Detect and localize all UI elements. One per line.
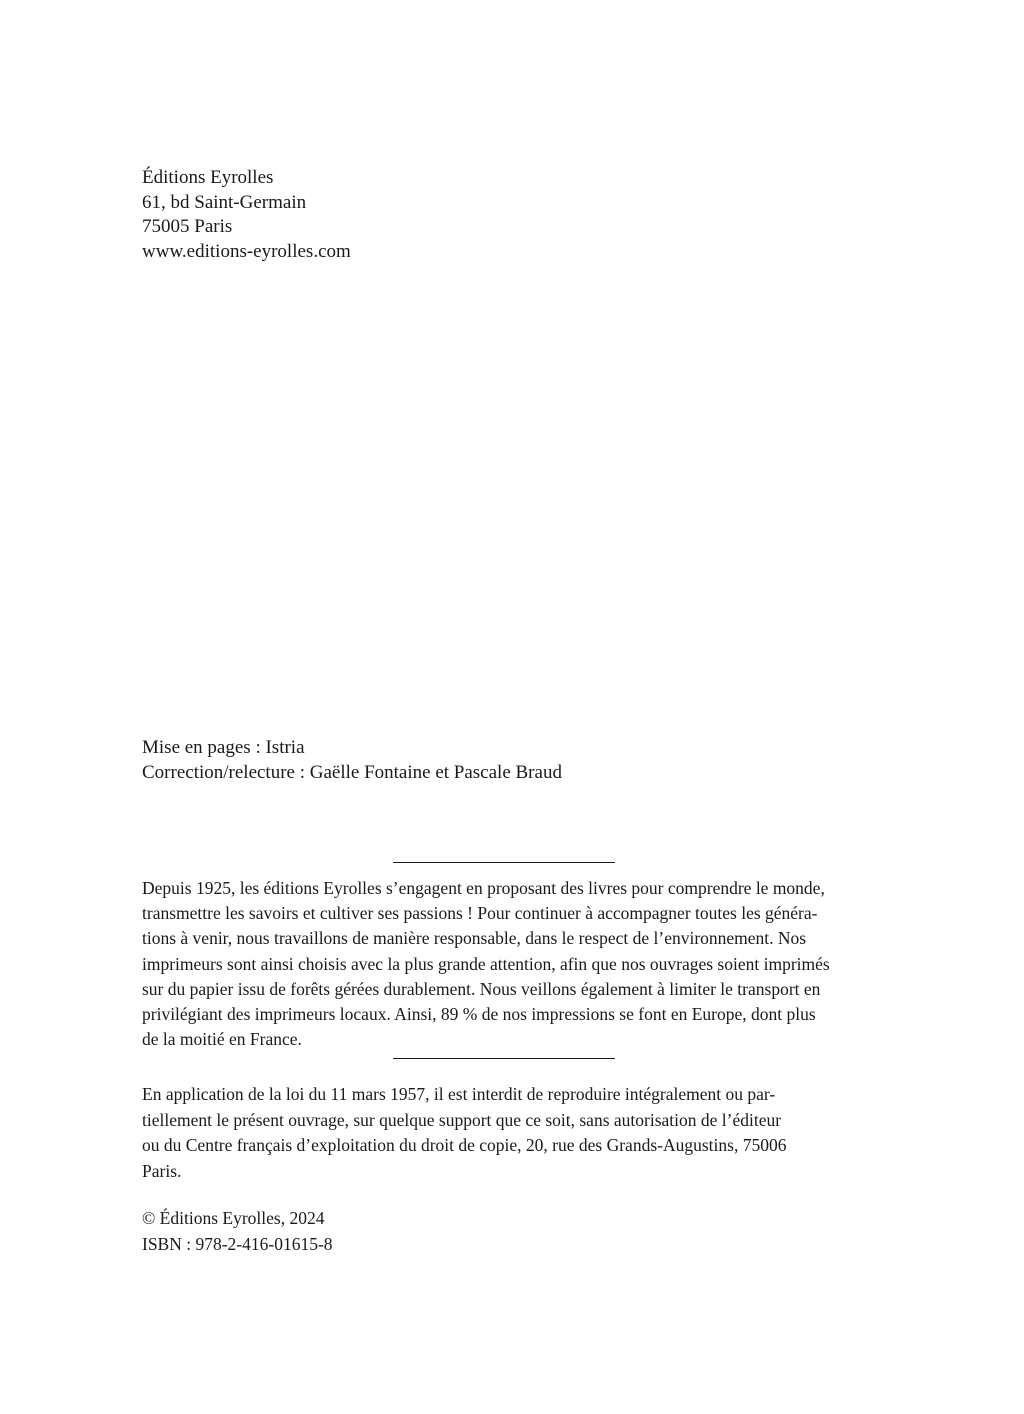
layout-credit: Mise en pages : Istria (142, 737, 305, 758)
divider-top (393, 862, 615, 863)
proofreading-credit: Correction/relecture : Gaëlle Fontaine et Pascale Braud (142, 761, 562, 783)
legal-line: ou du Centre français d’exploitation du droit de copie, 20, rue des Grands-Augustins, 75006 (142, 1135, 787, 1155)
statement-line: de la moitié en France. (142, 1029, 302, 1050)
statement-line: privilégiant des imprimeurs locaux. Ainsi, 89 % de nos impressions se font en Europe, dont plus (142, 1004, 816, 1025)
legal-notice (142, 1082, 868, 1184)
publisher-name: Éditions Eyrolles (142, 167, 274, 188)
legal-line: En application de la loi du 11 mars 1957, il est interdit de reproduire intégralement ou par- (142, 1084, 776, 1104)
publisher-city: 75005 Paris (142, 216, 233, 237)
isbn: ISBN : 978-2-416-01615-8 (142, 1233, 333, 1254)
statement-line: sur du papier issu de forêts gérées durablement. Nous veillons également à limiter le transport en (142, 978, 821, 999)
copyright-notice: © Éditions Eyrolles, 2024 (142, 1208, 325, 1228)
legal-line: Paris. (142, 1160, 182, 1181)
statement-line: Depuis 1925, les éditions Eyrolles s’engagent en proposant des livres pour comprendre le monde, (142, 878, 825, 898)
publisher-website: www.editions-eyrolles.com (142, 240, 351, 262)
statement-line: imprimeurs sont ainsi choisis avec la plus grande attention, afin que nos ouvrages soient imprimés (142, 953, 830, 974)
copyright-block (142, 1206, 333, 1257)
environment-statement (142, 876, 868, 1052)
legal-line: tiellement le présent ouvrage, sur quelque support que ce soit, sans autorisation de l’éditeur (142, 1109, 782, 1130)
statement-line: transmettre les savoirs et cultiver ses passions ! Pour continuer à accompagner toutes les généra- (142, 903, 818, 924)
production-credits (142, 736, 562, 785)
publisher-street: 61, bd Saint-Germain (142, 191, 307, 213)
statement-line: tions à venir, nous travaillons de manière responsable, dans le respect de l’environnement. Nos (142, 928, 807, 949)
publisher-address (142, 166, 351, 264)
divider-bottom (393, 1058, 615, 1059)
